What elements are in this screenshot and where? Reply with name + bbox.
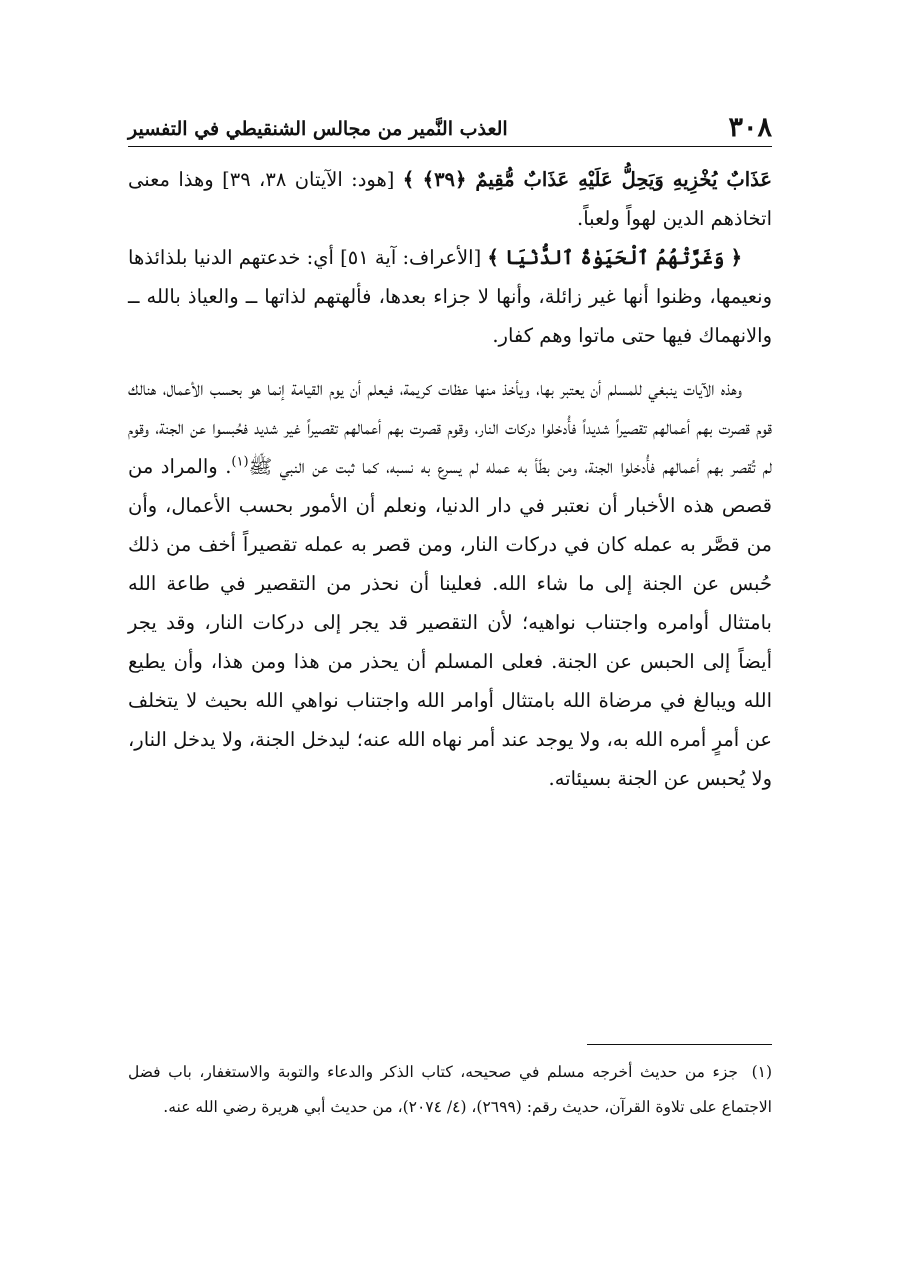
footnotes <box>128 1055 772 1125</box>
paragraph-text: وهذه الآيات ينبغي للمسلم أن يعتبر بها، ويأخذ منها عظات كريمة، فيعلم أن يوم القيامة إنما هو بحسب الأعمال، هنالك قوم قصرت بهم أعمالهم تقصيراً شديداً فأُدخلوا دركات النار، وقوم قصرت بهم أعمالهم تقصيراً غير شديد فحُبسوا عن الجنة، وقوم لم تُقصر بهم أعمالهم فأُدخلوا الجنة، ومن بطّأ به عمله لم يسرع به نسبه، كما ثبت عن النبي ﷺ <box>128 377 773 478</box>
footnote-reference[interactable]: (١) <box>231 454 249 470</box>
paragraph-text: [الأعراف: آية ٥١] أي: خدعتهم الدنيا بلذائذها ونعيمها، وظنوا أنها غير زائلة، وأنها لا جزاء بعدها، فألهتهم لذاتها ــ والعياذ بالله ــ والانهماك فيها حتى ماتوا وهم كفار. <box>128 246 772 347</box>
quran-open-bracket: ﴿ <box>730 246 742 269</box>
paragraph-2 <box>128 238 772 355</box>
quran-close-bracket: ﴾ <box>487 246 499 269</box>
footnote-text: جزء من حديث أخرجه مسلم في صحيحه، كتاب الذكر والدعاء والتوبة والاستغفار، باب فضل الاجتماع على تلاوة القرآن، حديث رقم: (٢٦٩٩)، (٤/ ٢٠٧٤)، من حديث أبي هريرة رضي الله عنه. <box>128 1063 772 1116</box>
page-number: ٣٠٨ <box>728 112 772 143</box>
paragraph-3 <box>128 369 772 798</box>
quran-close-bracket: ﴾ <box>402 168 415 191</box>
main-text <box>128 160 772 798</box>
footnote-divider <box>587 1044 772 1045</box>
footnote-number: (١) <box>751 1063 773 1081</box>
quran-verse: وَغَرَّتْهُمُ ٱلْحَيَوٰةُ ٱلدُّنْيَا <box>505 246 725 269</box>
paragraph-1 <box>128 160 772 238</box>
header-divider <box>128 146 772 147</box>
quran-verse: عَذَابٌ يُخْزِيهِ وَيَحِلُّ عَلَيْهِ عَذَابٌ مُّقِيمٌ ﴿٣٩﴾ <box>422 168 773 191</box>
paragraph-text: . والمراد من قصص هذه الأخبار أن نعتبر في دار الدنيا، ونعلم أن الأمور بحسب الأعمال، وأن من قصَّر به عمله كان في دركات النار، ومن قصر به عمله تقصيراً أخف من ذلك حُبس عن الجنة إلى ما شاء الله. فعلينا أن نحذر من التقصير في طاعة الله بامتثال أوامره واجتناب نواهيه؛ لأن التقصير قد يجر إلى دركات النار، وقد يجر أيضاً إلى الحبس عن الجنة. فعلى المسلم أن يحذر من هذا ومن هذا، وأن يطيع الله ويبالغ في مرضاة الله بامتثال أوامر الله واجتناب نواهي الله بحيث لا يتخلف عن أمرٍ أمره الله به، ولا يوجد عند أمر نهاه الله عنه؛ ليدخل الجنة، ولا يدخل النار، ولا يُحبس عن الجنة بسيئاته. <box>128 455 772 790</box>
page-header <box>128 112 772 144</box>
running-title: العذب النَّمير من مجالس الشنقيطي في التفسير <box>128 118 508 140</box>
paragraph-text: [هود: الآيتان ٣٨، ٣٩] وهذا معنى اتخاذهم الدين لهواً ولعباً. <box>128 168 772 230</box>
footnote-item <box>128 1055 772 1125</box>
